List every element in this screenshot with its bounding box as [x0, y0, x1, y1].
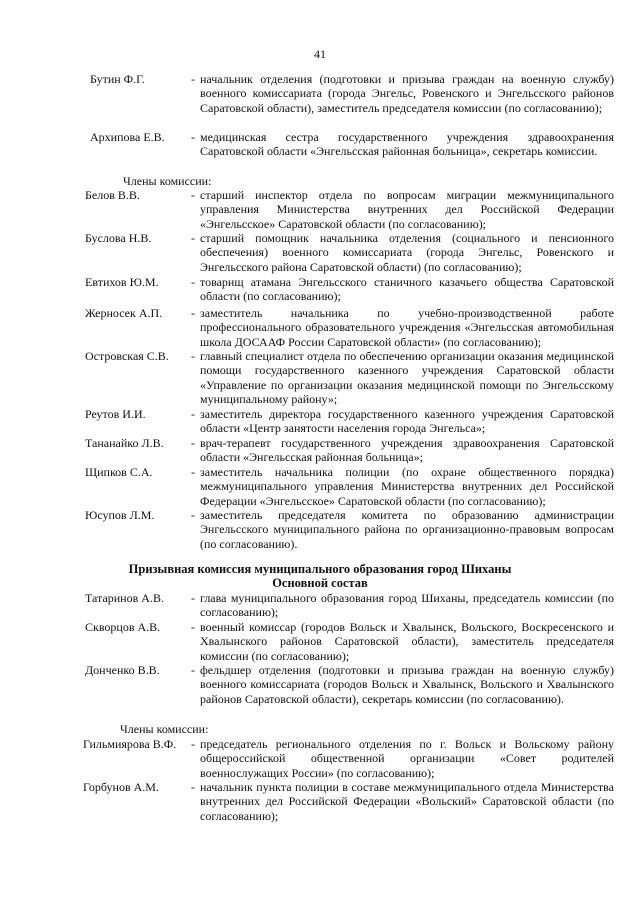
member-desc: заместитель начальника полиции (по охране общественного порядка) межмуниципального управления Министерства внутренних дел Российской Федерации «Энгельсское» Саратовской области (по согласованию);: [200, 465, 614, 508]
dash: -: [191, 591, 195, 605]
list-item: [0, 275, 640, 306]
list-item: [0, 349, 640, 407]
dash: -: [191, 407, 195, 421]
member-desc: медицинская сестра государственного учреждения здравоохранения Саратовской области «Энгельсская районная больница», секретарь комиссии.: [200, 130, 614, 159]
list-item: [0, 737, 640, 780]
member-name: Щипков С.А.: [85, 465, 153, 479]
members-heading: Члены комиссии:: [123, 174, 212, 188]
section1-main: [0, 72, 640, 174]
dash: -: [191, 306, 195, 320]
dash: -: [191, 188, 195, 202]
list-item: [0, 130, 640, 174]
list-item: [0, 620, 640, 663]
dash: -: [191, 349, 195, 363]
dash: -: [191, 737, 195, 751]
member-name: Островская С.В.: [85, 349, 169, 363]
member-name: Архипова Е.В.: [90, 130, 165, 144]
member-name: Жерносек А.П.: [85, 306, 163, 320]
list-item: [0, 72, 640, 130]
dash: -: [191, 508, 195, 522]
list-item: [0, 591, 640, 620]
dash: -: [191, 72, 195, 86]
member-desc: председатель регионального отделения по г. Вольск и Вольскому району общероссийской общественной организации «Совет родителей военнослужащих России» (по согласованию);: [200, 737, 614, 780]
member-desc: глава муниципального образования город Шиханы, председатель комиссии (по согласованию);: [200, 591, 614, 620]
member-name: Бутин Ф.Г.: [90, 72, 145, 86]
member-desc: товарищ атамана Энгельсского станичного казачьего общества Саратовской области (по согласованию);: [200, 275, 614, 304]
member-desc: начальник пункта полиции в составе межмуниципального отдела Министерства внутренних дел Российской Федерации «Вольский» Саратовской области (по согласованию);: [200, 780, 614, 823]
dash: -: [191, 231, 195, 245]
member-desc: главный специалист отдела по обеспечению организации оказания медицинской помощи государственного казенного учреждения Саратовской области «Управление по организации оказания медицинской помощи по Энгельсскому муниципальному району»;: [200, 349, 614, 407]
member-desc: военный комиссар (городов Вольск и Хвалынск, Вольского, Воскресенского и Хвалынского районов Саратовской области), заместитель председателя комиссии (по согласованию);: [200, 620, 614, 663]
member-desc: врач-терапевт государственного учреждения здравоохранения Саратовской области «Энгельсская районная больница»;: [200, 436, 614, 465]
member-desc: фельдшер отделения (подготовки и призыва граждан на военную службу) военного комиссариата (городов Вольск и Хвалынск, Вольского и Хвалынского районов Саратовской области), секретарь комиссии (по согласованию).: [200, 663, 614, 706]
list-item: [0, 188, 640, 231]
member-desc: начальник отделения (подготовки и призыва граждан на военную службу) военного комиссариата (города Энгельс, Ровенского и Энгельсского районов Саратовской области), заместитель председателя комиссии (по согласованию);: [200, 72, 614, 115]
member-name: Татаринов А.В.: [85, 591, 164, 605]
member-name: Белов В.В.: [85, 188, 140, 202]
member-name: Буслова Н.В.: [85, 231, 152, 245]
section2-main: [0, 591, 640, 721]
member-name: Тананайко Л.В.: [85, 436, 164, 450]
dash: -: [191, 465, 195, 479]
member-name: Скворцов А.В.: [85, 620, 161, 634]
list-item: [0, 508, 640, 552]
member-name: Евтихов Ю.М.: [85, 275, 159, 289]
section-title: Призывная комиссия муниципального образования город Шиханы: [128, 562, 512, 576]
list-item: [0, 306, 640, 349]
member-desc: заместитель начальника по учебно-производственной работе профессионального образовательного учреждения «Энгельсская автомобильная школа ДОСААФ России Саратовской области» (по согласованию);: [200, 306, 614, 349]
member-desc: старший помощник начальника отделения (социального и пенсионного обеспечения) военного комиссариата (города Энгельс, Ровенского и Энгельсского района Саратовской области) (по согласованию);: [200, 231, 614, 274]
member-desc: старший инспектор отдела по вопросам миграции межмуниципального управления Министерства внутренних дел Российской Федерации «Энгельсское» Саратовской области (по согласованию);: [200, 188, 614, 231]
list-item: [0, 407, 640, 436]
member-desc: заместитель председателя комитета по образованию администрации Энгельсского муниципального района по организационно-правовым вопросам (по согласованию).: [200, 508, 614, 551]
dash: -: [191, 620, 195, 634]
list-item: [0, 231, 640, 275]
members-heading: Члены комиссии:: [120, 722, 209, 736]
dash: -: [191, 663, 195, 677]
member-name: Донченко В.В.: [85, 663, 160, 677]
dash: -: [191, 275, 195, 289]
list-item: [0, 436, 640, 465]
list-item: [0, 780, 640, 824]
dash: -: [191, 780, 195, 794]
section-subtitle: Основной состав: [272, 576, 368, 590]
dash: -: [191, 130, 195, 144]
member-name: Реутов И.И.: [85, 407, 146, 421]
list-item: [0, 465, 640, 508]
section1-members: [0, 188, 640, 552]
dash: -: [191, 436, 195, 450]
list-item: [0, 663, 640, 721]
member-name: Юсупов Л.М.: [85, 508, 155, 522]
page-number: 41: [314, 47, 326, 61]
member-name: Горбунов А.М.: [83, 780, 159, 794]
member-name: Гильмиярова В.Ф.: [83, 737, 177, 751]
section2-members: [0, 737, 640, 824]
member-desc: заместитель директора государственного казенного учреждения Саратовской области «Центр занятости населения города Энгельса»;: [200, 407, 614, 436]
